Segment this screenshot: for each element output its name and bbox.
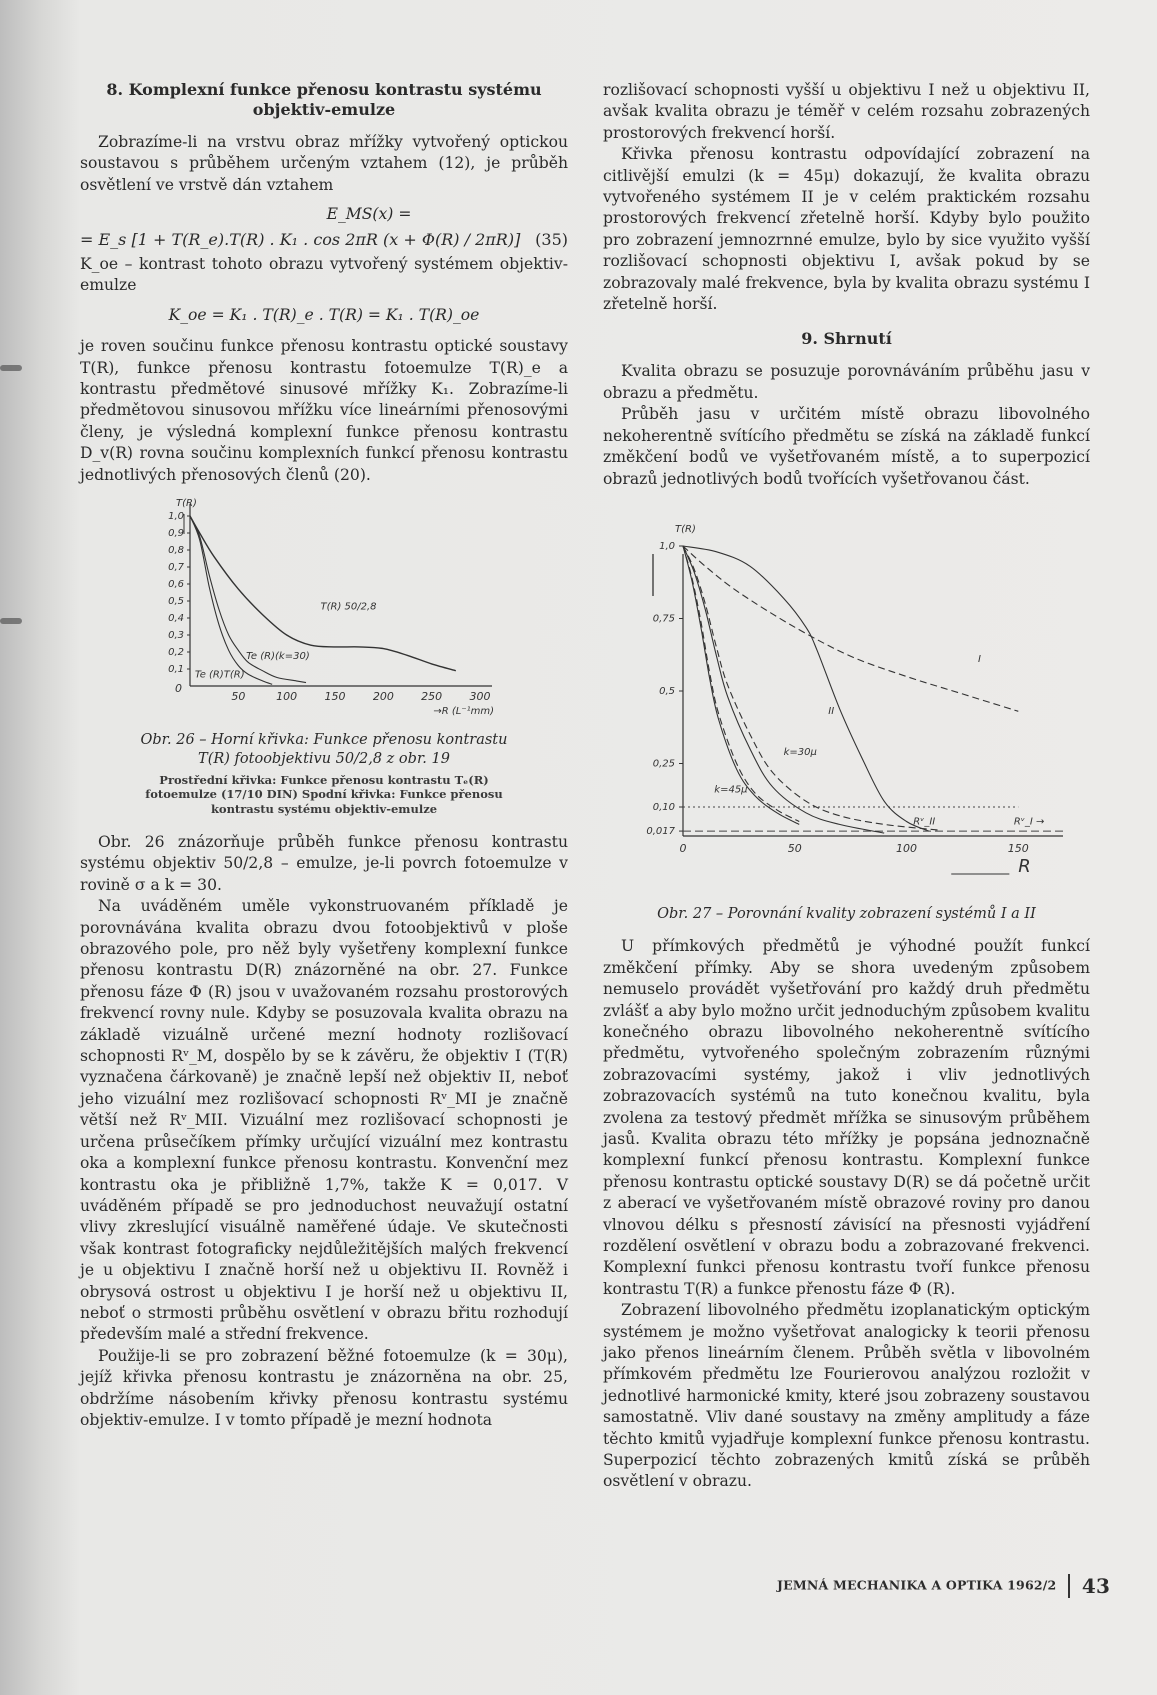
paragraph: Zobrazení libovolného předmětu izoplanatickým optickým systémem je možno vyšetřovat analogicky k teorii přenosu jako přenos lineárním členem. Průběh světla v libovolném přímkovém předmětu lze Fourierovou analýzou rozložit v jednotlivé harmonické kmity, které jsou zobrazeny soustavou samostatně. Vliv dané soustavy na změny amplitudy a fáze těchto kmitů vyjadřuje komplexní funkce přenosu kontrastu. Superpozicí těchto zobrazených kmitů získá se průběh osvětlení v obrazu. — [603, 1301, 1090, 1491]
y-axis-label: T(R) — [675, 523, 696, 535]
chart-annotation: k=45μ — [714, 784, 748, 796]
y-tick-label: 1,0 — [659, 540, 675, 552]
y-tick-label: 0,8 — [168, 545, 184, 557]
y-tick-label: 0,9 — [168, 528, 184, 540]
series-label: Te (R)(k=30) — [246, 650, 310, 662]
x-tick-label: 250 — [421, 690, 443, 704]
y-tick-label: 0,017 — [646, 825, 675, 837]
paragraph: Křivka přenosu kontrastu odpovídající zobrazení na citlivější emulzi (k = 45μ) dokazují, že kvalita obrazu vytvořeného systémem II je v celém praktickém rozsahu prostorových frekvencí zřetelně horší. Kdyby bylo použito pro zobrazení jemnozrnné emulze, bylo by sice využito vyšší rozlišovací schopnosti objektivu I, avšak pokud by se zobrazovaly malé frekvence, byla by kvalita obrazu systému I zřetelně horší. — [603, 145, 1090, 314]
x-tick-label: 100 — [276, 690, 298, 704]
y-tick-label: 0,2 — [168, 647, 184, 659]
x-tick-label: 150 — [324, 690, 346, 704]
binding-mark — [0, 365, 22, 371]
figure-26-subcaption: Prostřední křivka: Funkce přenosu kontrastu Tₑ(R) fotoemulze (17/10 DIN) Spodní křivka: Funkce přenosu kontrastu systému objektiv-emulze — [145, 772, 503, 816]
paragraph: je roven součinu funkce přenosu kontrastu optické soustavy T(R), funkce přenosu kontrastu fotoemulze T(R)_e a kontrastu předmětové sinusové mřížky K₁. Zobrazíme-li předmětovou sinusovou mřížku více lineárními přenosovými členy, je výsledná komplexní funkce přenosu kontrastu D_v(R) rovna součinu komplexních funkcí přenosu kontrastu jednotlivých přenosových členů (20). — [80, 337, 568, 484]
y-tick-label: 0,5 — [168, 596, 184, 608]
y-tick-label: 0,4 — [168, 613, 184, 625]
series-line — [190, 516, 456, 671]
x-axis-label: R — [1018, 855, 1031, 877]
x-tick-label: 50 — [231, 690, 246, 704]
paragraph: K_oe – kontrast tohoto obrazu vytvořený systémem objektiv-emulze — [80, 255, 568, 295]
equation-koe: K_oe = K₁ . T(R)_e . T(R) = K₁ . T(R)_oe — [168, 305, 480, 324]
left-column — [80, 80, 568, 1431]
footer-divider — [1068, 1574, 1070, 1598]
figure-27-caption: Obr. 27 – Porovnání kvality zobrazení systémů I a II — [657, 906, 1036, 923]
equation-35-rhs: = E_s [1 + T(R_e).T(R) . K₁ . cos 2πR (x + Φ(R) / 2πR)] — [80, 229, 521, 249]
section-heading-8: 8. Komplexní funkce přenosu kontrastu systému objektiv-emulze — [106, 80, 542, 119]
right-column — [603, 80, 1090, 1493]
series-line — [683, 546, 1018, 711]
page-footer — [777, 1574, 1110, 1598]
y-tick-label: 0,5 — [659, 685, 675, 697]
chart-annotation: k=30μ — [783, 746, 817, 758]
y-tick-label: 0,10 — [652, 801, 675, 813]
series-label: T(R) 50/2,8 — [320, 601, 377, 613]
paragraph: Průběh jasu v určitém místě obrazu libovolného nekoherentně svítícího předmětu se získá na základě funkcí změkčení bodů ve vyšetřovaném místě, a to superpozicí obrazů jednotlivých bodů tvořících vyšetřovanou část. — [603, 405, 1090, 488]
y-tick-label: 0,6 — [168, 579, 184, 591]
figure-26-caption: Obr. 26 – Horní křivka: Funkce přenosu kontrastu T(R) fotoobjektivu 50/2,8 z obr. 19 — [140, 731, 508, 767]
figure-26-chart — [80, 494, 568, 724]
y-tick-label: 0,7 — [168, 562, 184, 574]
x-axis-label: →R (L⁻¹mm) — [433, 706, 494, 718]
paragraph: U přímkových předmětů je výhodné použít funkcí změkčení přímky. Aby se shora uvedeným způsobem nemuselo provádět vyšetřování pro každý druh předmětu zvlášť a aby bylo možno určit jednoduchým způsobem kvalitu konečného obrazu libovolného nekoherentně svítícího předmětu, vytvořeného společným zobrazením různými zobrazovacími systémy, jakož i vliv jednotlivých zobrazovacích systémů na tuto konečnou kvalitu, byla zvolena za testový předmět mřížka se sinusovým průběhem jasů. Kvalita obrazu této mřížky je popsána jednoznačně komplexní funkcí přenosu kontrastu. Komplexní funkce přenosu kontrastu optické soustavy D(R) se dá početně určit z aberací ve vyšetřovaném místě obrazové roviny pro danou vlnovou délku s přesností závisící na přesnosti vyjádření rozdělení osvětlení v obrazu bodu a zobrazované frekvenci. Komplexní funkci přenosu kontrastu tvoří funkce přenosu kontrastu T(R) a funkce přenostu fáze Φ (R). — [603, 937, 1090, 1298]
x-tick-label: 300 — [469, 690, 491, 704]
chart-annotation: Rᵛ_II — [913, 816, 936, 828]
y-axis-label: T(R) — [176, 498, 197, 510]
x-tick-label: 200 — [372, 690, 394, 704]
chart-annotation: I — [978, 653, 982, 665]
series-label: Te (R)T(R) — [194, 669, 245, 681]
equation-35 — [80, 229, 568, 250]
paragraph: Obr. 26 znázorňuje průběh funkce přenosu kontrastu systému objektiv 50/2,8 – emulze, je-li povrch fotoemulze v rovině σ a k = 30. — [80, 833, 568, 894]
y-tick-label: 0,1 — [168, 664, 184, 676]
paragraph: Kvalita obrazu se posuzuje porovnáváním průběhu jasu v obrazu a předmětu. — [603, 362, 1090, 402]
page-number: 43 — [1081, 1574, 1111, 1598]
equation-35-lhs: E_MS(x) = — [326, 205, 412, 224]
figure-27 — [603, 504, 1090, 924]
equation-number: (35) — [535, 229, 568, 249]
x-tick-label: 0 — [175, 682, 182, 696]
section-heading-9: 9. Shrnutí — [801, 329, 892, 349]
y-tick-label: 0,75 — [652, 613, 675, 625]
chart-annotation: Rᵛ_I → — [1013, 816, 1045, 828]
paragraph: Zobrazíme-li na vrstvu obraz mřížky vytvořený optickou soustavou s průběhem určeným vztahem (12), je průběh osvětlení ve vrstvě dán vztahem — [80, 133, 568, 194]
paragraph: Použije-li se pro zobrazení běžné fotoemulze (k = 30μ), jejíž křivka přenosu kontrastu je znázorněna na obr. 25, obdržíme násobením křivky přenosu kontrastu systému objektiv-emulze. I v tomto případě je mezní hodnota — [80, 1346, 568, 1429]
journal-name: JEMNÁ MECHANIKA A OPTIKA 1962/2 — [777, 1577, 1057, 1593]
y-tick-label: 0,25 — [652, 758, 675, 770]
y-tick-label: 0,3 — [168, 630, 184, 642]
x-tick-label: 50 — [787, 841, 802, 855]
figure-26 — [80, 494, 568, 816]
paragraph: rozlišovací schopnosti vyšší u objektivu I než u objektivu II, avšak kvalita obrazu je téměř v celém rozsahu zobrazených prostorových frekvencí horší. — [603, 81, 1090, 142]
paragraph: Na uváděném uměle vykonstruovaném příkladě je porovnávána kvalita obrazu dvou fotoobjektivů v ploše obrazového pole, pro něž byly vyšetřeny komplexní funkce přenosu kontrastu D(R) znázorněné na obr. 27. Funkce přenosu fáze Φ (R) jsou v uvažovaném rozsahu prostorových frekvencí rovny nule. Kdyby se posuzovala kvalita obrazu na základě vizuálně určené mezní hodnoty rozlišovací schopnosti Rᵛ_M, dospělo by se k závěru, že objektiv I (T(R) vyznačena čárkovaně) je značně lepší než objektiv II, neboť jeho vizuální mez rozlišovací schopnosti Rᵛ_MI je značně větší než Rᵛ_MII. Vizuální mez rozlišovací schopnosti je určena průsečíkem přímky určující vizuální mez kontrastu oka a komplexní funkce přenosu kontrastu. Konvenční mez kontrastu oka je přibližně 1,7%, takže K = 0,017. V uváděném případě se pro jednoduchost neuvažují ostatní vlivy zkreslující visuálně naměřené údaje. Ve skutečnosti však kontrast fotograficky nejdůležitějších malých frekvencí je u objektivu I značně horší než u objektivu II. Rovněž i obrysová ostrost u objektivu I je horší než u objektivu II, neboť o strmosti průběhu osvětlení v obrazu břitu rozhodují především malé a střední frekvence. — [80, 897, 568, 1344]
figure-27-chart — [603, 504, 1090, 899]
y-tick-label: 1,0 — [168, 511, 184, 523]
x-tick-label: 0 — [679, 841, 687, 855]
chart-annotation: II — [828, 706, 835, 718]
binding-mark — [0, 618, 22, 624]
x-tick-label: 100 — [896, 841, 918, 855]
x-tick-label: 150 — [1007, 841, 1029, 855]
